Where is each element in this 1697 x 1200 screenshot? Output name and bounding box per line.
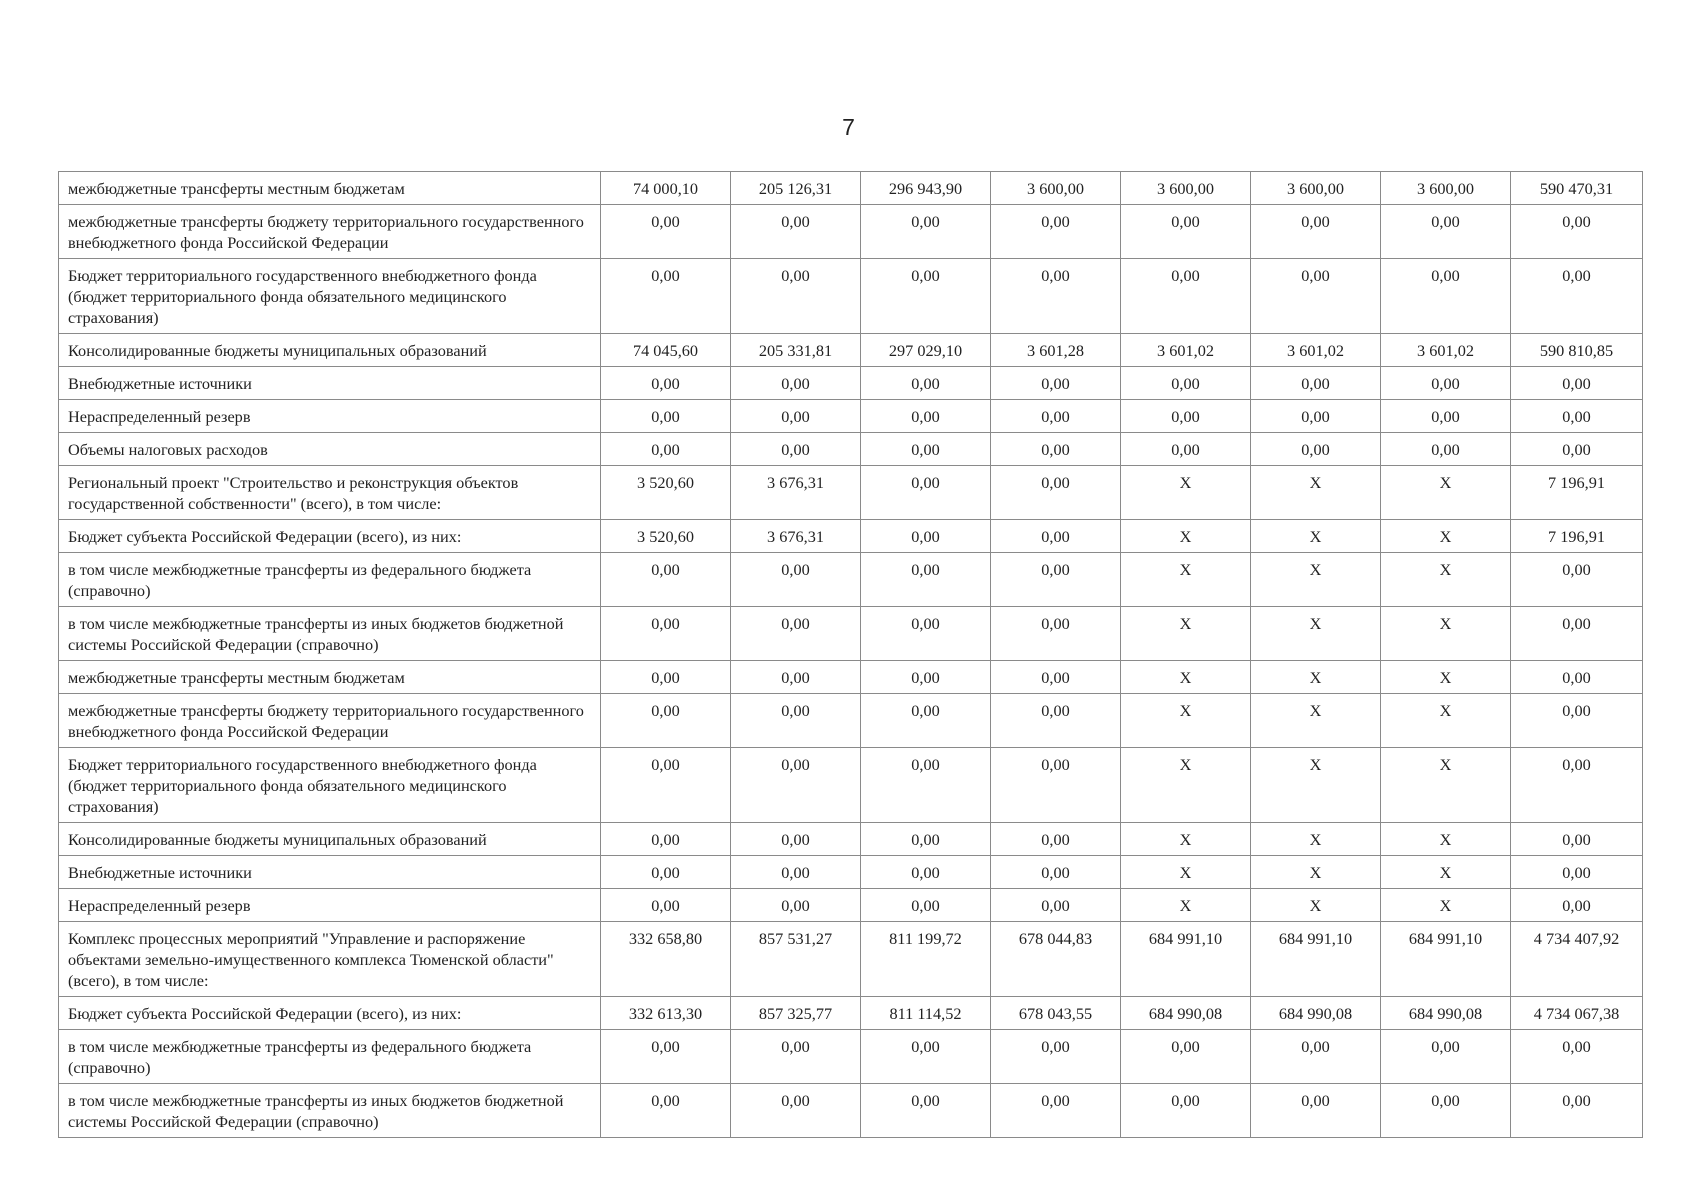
value-cell: 0,00 <box>991 553 1121 607</box>
value-cell: 0,00 <box>1381 1084 1511 1138</box>
value-cell: 3 600,00 <box>1381 172 1511 205</box>
table-row <box>59 172 1643 205</box>
total-cell: 0,00 <box>1511 823 1643 856</box>
value-cell: 684 990,08 <box>1121 997 1251 1030</box>
value-cell: 684 990,08 <box>1251 997 1381 1030</box>
total-cell: 0,00 <box>1511 694 1643 748</box>
table-row <box>59 607 1643 661</box>
value-cell: 0,00 <box>731 205 861 259</box>
value-cell: 0,00 <box>861 205 991 259</box>
value-cell: 0,00 <box>1251 433 1381 466</box>
value-cell: 0,00 <box>601 856 731 889</box>
value-cell: 0,00 <box>601 205 731 259</box>
value-cell: 0,00 <box>601 259 731 334</box>
value-cell: 0,00 <box>731 433 861 466</box>
value-cell: 0,00 <box>731 661 861 694</box>
value-cell: 678 044,83 <box>991 922 1121 997</box>
value-cell: 0,00 <box>601 433 731 466</box>
row-label: в том числе межбюджетные трансферты из федерального бюджета (справочно) <box>59 1030 601 1084</box>
value-cell: X <box>1251 466 1381 520</box>
value-cell: 0,00 <box>1121 1084 1251 1138</box>
total-cell: 590 810,85 <box>1511 334 1643 367</box>
value-cell: 0,00 <box>991 400 1121 433</box>
value-cell: 0,00 <box>991 367 1121 400</box>
value-cell: 0,00 <box>861 520 991 553</box>
table-row <box>59 1084 1643 1138</box>
total-cell: 0,00 <box>1511 748 1643 823</box>
value-cell: 3 676,31 <box>731 520 861 553</box>
value-cell: 0,00 <box>601 889 731 922</box>
total-cell: 7 196,91 <box>1511 520 1643 553</box>
value-cell: 332 658,80 <box>601 922 731 997</box>
value-cell: 0,00 <box>1251 259 1381 334</box>
value-cell: 857 531,27 <box>731 922 861 997</box>
value-cell: X <box>1381 889 1511 922</box>
total-cell: 0,00 <box>1511 1030 1643 1084</box>
value-cell: X <box>1121 520 1251 553</box>
table-row <box>59 889 1643 922</box>
total-cell: 0,00 <box>1511 205 1643 259</box>
row-label: Нераспределенный резерв <box>59 889 601 922</box>
value-cell: 3 600,00 <box>991 172 1121 205</box>
value-cell: 3 676,31 <box>731 466 861 520</box>
row-label: межбюджетные трансферты местным бюджетам <box>59 172 601 205</box>
value-cell: 0,00 <box>1251 1030 1381 1084</box>
value-cell: 0,00 <box>1121 367 1251 400</box>
total-cell: 0,00 <box>1511 856 1643 889</box>
row-label: Консолидированные бюджеты муниципальных образований <box>59 823 601 856</box>
value-cell: 0,00 <box>991 1030 1121 1084</box>
value-cell: 684 991,10 <box>1121 922 1251 997</box>
row-label: межбюджетные трансферты бюджету территориального государственного внебюджетного фонда Российской Федерации <box>59 694 601 748</box>
value-cell: 3 601,02 <box>1381 334 1511 367</box>
value-cell: 0,00 <box>731 748 861 823</box>
value-cell: 297 029,10 <box>861 334 991 367</box>
total-cell: 0,00 <box>1511 661 1643 694</box>
budget-table-body <box>59 172 1643 1138</box>
table-row <box>59 433 1643 466</box>
value-cell: X <box>1251 607 1381 661</box>
total-cell: 0,00 <box>1511 553 1643 607</box>
total-cell: 4 734 067,38 <box>1511 997 1643 1030</box>
value-cell: X <box>1251 661 1381 694</box>
value-cell: X <box>1121 889 1251 922</box>
value-cell: X <box>1251 823 1381 856</box>
row-label: Бюджет субъекта Российской Федерации (всего), из них: <box>59 997 601 1030</box>
value-cell: 0,00 <box>1381 400 1511 433</box>
value-cell: 0,00 <box>991 823 1121 856</box>
value-cell: 0,00 <box>731 553 861 607</box>
value-cell: 3 601,28 <box>991 334 1121 367</box>
value-cell: 0,00 <box>991 856 1121 889</box>
value-cell: 0,00 <box>991 748 1121 823</box>
value-cell: 0,00 <box>991 520 1121 553</box>
value-cell: 0,00 <box>991 889 1121 922</box>
value-cell: X <box>1381 466 1511 520</box>
value-cell: 0,00 <box>601 553 731 607</box>
value-cell: 0,00 <box>861 823 991 856</box>
value-cell: 0,00 <box>861 856 991 889</box>
value-cell: 857 325,77 <box>731 997 861 1030</box>
value-cell: X <box>1121 823 1251 856</box>
value-cell: X <box>1251 694 1381 748</box>
row-label: Региональный проект "Строительство и реконструкция объектов государственной собственности" (всего), в том числе: <box>59 466 601 520</box>
row-label: Внебюджетные источники <box>59 367 601 400</box>
value-cell: 0,00 <box>731 259 861 334</box>
value-cell: 0,00 <box>601 1084 731 1138</box>
value-cell: 0,00 <box>861 433 991 466</box>
value-cell: 0,00 <box>731 367 861 400</box>
value-cell: 0,00 <box>1251 1084 1381 1138</box>
table-row <box>59 748 1643 823</box>
table-row <box>59 334 1643 367</box>
row-label: межбюджетные трансферты местным бюджетам <box>59 661 601 694</box>
value-cell: 0,00 <box>991 607 1121 661</box>
value-cell: 0,00 <box>601 400 731 433</box>
value-cell: 0,00 <box>1381 259 1511 334</box>
value-cell: 0,00 <box>991 1084 1121 1138</box>
total-cell: 0,00 <box>1511 259 1643 334</box>
value-cell: 3 600,00 <box>1251 172 1381 205</box>
value-cell: 0,00 <box>991 205 1121 259</box>
row-label: Бюджет субъекта Российской Федерации (всего), из них: <box>59 520 601 553</box>
table-row <box>59 997 1643 1030</box>
value-cell: X <box>1121 553 1251 607</box>
table-row <box>59 367 1643 400</box>
value-cell: 3 601,02 <box>1251 334 1381 367</box>
table-row <box>59 856 1643 889</box>
value-cell: X <box>1251 889 1381 922</box>
value-cell: 0,00 <box>1251 400 1381 433</box>
value-cell: 0,00 <box>731 694 861 748</box>
value-cell: X <box>1251 748 1381 823</box>
value-cell: 3 520,60 <box>601 466 731 520</box>
value-cell: 0,00 <box>861 367 991 400</box>
row-label: в том числе межбюджетные трансферты из иных бюджетов бюджетной системы Российской Федерации (справочно) <box>59 1084 601 1138</box>
value-cell: X <box>1381 553 1511 607</box>
value-cell: 0,00 <box>731 1030 861 1084</box>
table-row <box>59 661 1643 694</box>
table-row <box>59 466 1643 520</box>
value-cell: 0,00 <box>731 856 861 889</box>
value-cell: X <box>1121 856 1251 889</box>
value-cell: 0,00 <box>731 823 861 856</box>
value-cell: 0,00 <box>601 607 731 661</box>
value-cell: 684 991,10 <box>1381 922 1511 997</box>
value-cell: 0,00 <box>861 553 991 607</box>
total-cell: 0,00 <box>1511 433 1643 466</box>
value-cell: X <box>1381 520 1511 553</box>
table-row <box>59 922 1643 997</box>
value-cell: 0,00 <box>601 661 731 694</box>
row-label: межбюджетные трансферты бюджету территориального государственного внебюджетного фонда Российской Федерации <box>59 205 601 259</box>
budget-table <box>58 171 1643 1138</box>
value-cell: 0,00 <box>991 466 1121 520</box>
value-cell: 0,00 <box>1381 367 1511 400</box>
value-cell: 0,00 <box>861 1084 991 1138</box>
total-cell: 0,00 <box>1511 889 1643 922</box>
row-label: Бюджет территориального государственного внебюджетного фонда (бюджет территориального фонда обязательного медицинского страхования) <box>59 748 601 823</box>
value-cell: 0,00 <box>1381 433 1511 466</box>
value-cell: 0,00 <box>861 694 991 748</box>
page-number: 7 <box>842 114 855 140</box>
table-row <box>59 259 1643 334</box>
total-cell: 0,00 <box>1511 607 1643 661</box>
value-cell: 332 613,30 <box>601 997 731 1030</box>
table-row <box>59 520 1643 553</box>
table-row <box>59 400 1643 433</box>
value-cell: 3 600,00 <box>1121 172 1251 205</box>
value-cell: 205 126,31 <box>731 172 861 205</box>
value-cell: X <box>1251 553 1381 607</box>
value-cell: X <box>1381 694 1511 748</box>
row-label: Консолидированные бюджеты муниципальных образований <box>59 334 601 367</box>
row-label: в том числе межбюджетные трансферты из иных бюджетов бюджетной системы Российской Федерации (справочно) <box>59 607 601 661</box>
value-cell: 0,00 <box>991 694 1121 748</box>
value-cell: 0,00 <box>1251 205 1381 259</box>
row-label: Бюджет территориального государственного внебюджетного фонда (бюджет территориального фонда обязательного медицинского страхования) <box>59 259 601 334</box>
value-cell: 0,00 <box>861 661 991 694</box>
value-cell: 0,00 <box>601 694 731 748</box>
value-cell: 0,00 <box>731 400 861 433</box>
table-row <box>59 694 1643 748</box>
value-cell: X <box>1381 661 1511 694</box>
value-cell: X <box>1381 607 1511 661</box>
value-cell: X <box>1121 661 1251 694</box>
value-cell: 0,00 <box>861 607 991 661</box>
value-cell: X <box>1121 607 1251 661</box>
value-cell: 0,00 <box>861 259 991 334</box>
table-row <box>59 553 1643 607</box>
value-cell: 205 331,81 <box>731 334 861 367</box>
value-cell: 0,00 <box>1251 367 1381 400</box>
value-cell: 684 991,10 <box>1251 922 1381 997</box>
value-cell: 0,00 <box>1381 1030 1511 1084</box>
row-label: Объемы налоговых расходов <box>59 433 601 466</box>
total-cell: 7 196,91 <box>1511 466 1643 520</box>
value-cell: 0,00 <box>991 259 1121 334</box>
table-row <box>59 205 1643 259</box>
total-cell: 4 734 407,92 <box>1511 922 1643 997</box>
total-cell: 0,00 <box>1511 400 1643 433</box>
value-cell: 0,00 <box>1121 433 1251 466</box>
row-label: в том числе межбюджетные трансферты из федерального бюджета (справочно) <box>59 553 601 607</box>
row-label: Нераспределенный резерв <box>59 400 601 433</box>
row-label: Внебюджетные источники <box>59 856 601 889</box>
value-cell: 0,00 <box>731 889 861 922</box>
value-cell: X <box>1251 856 1381 889</box>
value-cell: X <box>1121 466 1251 520</box>
value-cell: X <box>1381 748 1511 823</box>
table-row <box>59 823 1643 856</box>
value-cell: 0,00 <box>601 367 731 400</box>
value-cell: 0,00 <box>601 823 731 856</box>
total-cell: 0,00 <box>1511 367 1643 400</box>
value-cell: X <box>1381 856 1511 889</box>
value-cell: 0,00 <box>1381 205 1511 259</box>
value-cell: 0,00 <box>601 748 731 823</box>
value-cell: 0,00 <box>991 433 1121 466</box>
value-cell: 3 601,02 <box>1121 334 1251 367</box>
total-cell: 590 470,31 <box>1511 172 1643 205</box>
value-cell: 0,00 <box>861 400 991 433</box>
value-cell: X <box>1121 694 1251 748</box>
value-cell: 0,00 <box>861 889 991 922</box>
value-cell: 74 045,60 <box>601 334 731 367</box>
value-cell: X <box>1381 823 1511 856</box>
total-cell: 0,00 <box>1511 1084 1643 1138</box>
value-cell: 74 000,10 <box>601 172 731 205</box>
value-cell: 811 114,52 <box>861 997 991 1030</box>
value-cell: 678 043,55 <box>991 997 1121 1030</box>
value-cell: 0,00 <box>861 466 991 520</box>
row-label: Комплекс процессных мероприятий "Управление и распоряжение объектами земельно-имущественного комплекса Тюменской области" (всего), в том числе: <box>59 922 601 997</box>
value-cell: X <box>1251 520 1381 553</box>
table-row <box>59 1030 1643 1084</box>
value-cell: 0,00 <box>861 1030 991 1084</box>
value-cell: 0,00 <box>731 607 861 661</box>
value-cell: 811 199,72 <box>861 922 991 997</box>
value-cell: X <box>1121 748 1251 823</box>
value-cell: 296 943,90 <box>861 172 991 205</box>
value-cell: 0,00 <box>861 748 991 823</box>
value-cell: 3 520,60 <box>601 520 731 553</box>
value-cell: 0,00 <box>731 1084 861 1138</box>
value-cell: 0,00 <box>1121 1030 1251 1084</box>
value-cell: 0,00 <box>991 661 1121 694</box>
value-cell: 0,00 <box>1121 205 1251 259</box>
value-cell: 0,00 <box>601 1030 731 1084</box>
value-cell: 684 990,08 <box>1381 997 1511 1030</box>
value-cell: 0,00 <box>1121 400 1251 433</box>
value-cell: 0,00 <box>1121 259 1251 334</box>
